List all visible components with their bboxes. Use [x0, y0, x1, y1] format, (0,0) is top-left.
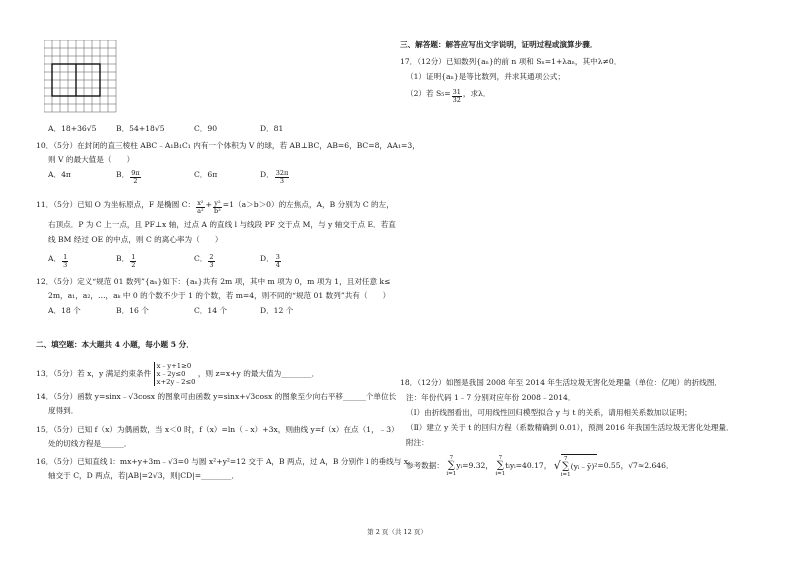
q10-choice-c: C．6π [194, 170, 218, 179]
q10-choice-a: A．4π [48, 170, 71, 179]
q11-choice-c: C． $\frac{2}{3}$ [194, 253, 214, 269]
q17-line3: （2）若 S₅= $\frac{31}{32}$ ，求λ． [406, 88, 491, 104]
sum-symbol-1: 7 ∑ i=1 [446, 455, 457, 477]
section-3-heading: 三、解答题：解答应写出文字说明，证明过程或演算步骤． [400, 40, 598, 49]
q11-choice-b: B． $\frac{1}{2}$ [116, 253, 136, 269]
q10-choice-d: D． $\frac{32\pi}{3}$ [260, 169, 289, 185]
q14-line2: 度得到． [48, 406, 79, 415]
q12-choice-c: C．14 个 [194, 306, 228, 315]
q13-constraint-system: x﹣y+1≥0 x﹣2y≤0 x+2y﹣2≤0 [154, 362, 196, 386]
q16-line1: 16．（5分）已知直线 l：mx+y+3m﹣√3=0 与圆 x²+y²=12 交于 A，B 两点，过 A，B 分别作 l 的垂线与 x [36, 457, 408, 466]
q12-line1: 12．（5分）定义“规范 01 数列”{aₙ}如下：{aₙ}共有 2m 项，其中 m 项为 0，m 项为 1，且对任意 k≤ [36, 277, 391, 286]
q9-choice-c: C．90 [194, 124, 218, 133]
q9-choice-d: D．81 [260, 124, 284, 133]
section-2-heading: 二、填空题：本大题共 4 小题，每小题 5 分． [36, 340, 194, 349]
q10-choice-b: B． $\frac{9\pi}{2}$ [116, 169, 140, 185]
q11-choice-a: A． $\frac{1}{3}$ [48, 253, 68, 269]
q18-line1: 18．（12分）如图是我国 2008 年至 2014 年生活垃圾无害化处理量（单位：亿吨）的折线图． [400, 378, 723, 387]
three-view-grid-figure [44, 40, 118, 114]
q18-line5: 附注： [406, 438, 429, 447]
q18-reference-data: 参考数据： 7 ∑ i=1 yᵢ=9.32， 7 ∑ i=1 tᵢyᵢ=40.17， √ 7 ∑ i=1 (yᵢ﹣ȳ)²=0.55，√7≈2.646． [406, 455, 674, 478]
q10-line1: 10．（5分）在封闭的直三棱柱 ABC﹣A₁B₁C₁ 内有一个体积为 V 的球，若 AB⊥BC，AB=6，BC=8，AA₁=3， [36, 141, 420, 150]
q11-line3: 线 BM 经过 OE 的中点，则 C 的离心率为（ ） [48, 235, 223, 244]
q11-choices [48, 254, 368, 274]
q11-line2: 右顶点．P 为 C 上一点，且 PF⊥x 轴，过点 A 的直线 l 与线段 PF 交于点 M，与 y 轴交于点 E．若直 [48, 220, 396, 229]
q16-line2: 轴交于 C，D 两点，若|AB|=2√3，则|CD|=________． [48, 471, 240, 480]
q12-choice-a: A．18 个 [48, 306, 81, 315]
q17-line2: （1）证明{aₙ}是等比数列，并求其通项公式； [406, 72, 565, 81]
q12-choice-d: D．12 个 [260, 306, 294, 315]
q10-line2: 则 V 的最大值是（ ） [48, 155, 135, 164]
q15-line1: 15．（5分）已知 f（x）为偶函数，当 x＜0 时，f（x）=ln（﹣x）+3x，则曲线 y=f（x）在点（1，﹣3） [36, 425, 399, 434]
q15-line2: 处的切线方程是______． [48, 439, 132, 448]
q10-choices [48, 170, 368, 190]
q12-line2: 2m，a₁，a₂，…，aₖ 中 0 的个数不少于 1 的个数，若 m=4，则不同的“规范 01 数列”共有（ ） [48, 291, 391, 300]
q14-line1: 14．（5分）函数 y=sinx﹣√3cosx 的图象可由函数 y=sinx+√3cosx 的图象至少向右平移______个单位长 [36, 392, 397, 401]
q11-choice-d: D． $\frac{3}{4}$ [260, 253, 280, 269]
page-footer: 第 2 页（共 12 页） [367, 528, 427, 536]
q11-line1: 11．（5分）已知 O 为坐标原点，F 是椭圆 C： $\frac{\text{x²}}{\text{a²}}$ + $\frac{\text{y²}}{\text{b²}}$ =1（a＞b＞0）的左焦点，A，B 分别为 C 的左， [36, 199, 394, 215]
q17-line1: 17．（12分）已知数列{aₙ}的前 n 项和 Sₙ=1+λaₙ，其中λ≠0． [400, 57, 622, 66]
q18-line4: （Ⅱ）建立 y 关于 t 的回归方程（系数精确到 0.01），预测 2016 年我国生活垃圾无害化处理量． [406, 423, 734, 432]
sum-symbol-2: 7 ∑ i=1 [495, 455, 506, 477]
q12-choice-b: B．16 个 [116, 306, 149, 315]
q9-choice-b: B．54+18√5 [116, 124, 165, 133]
sqrt-expression: 7 ∑ i=1 (yᵢ﹣ȳ)² [560, 456, 598, 478]
q9-choice-a: A．18+36√5 [48, 124, 97, 133]
q13-line: 13．（5分）若 x，y 满足约束条件 x﹣y+1≥0 x﹣2y≤0 x+2y﹣2≤0 ，则 z=x+y 的最大值为________． [36, 362, 320, 386]
q18-line2: 注：年份代码 1﹣7 分别对应年份 2008﹣2014． [406, 393, 576, 402]
q18-line3: （Ⅰ）由折线图看出，可用线性回归模型拟合 y 与 t 的关系，请用相关系数加以证明； [406, 408, 692, 417]
